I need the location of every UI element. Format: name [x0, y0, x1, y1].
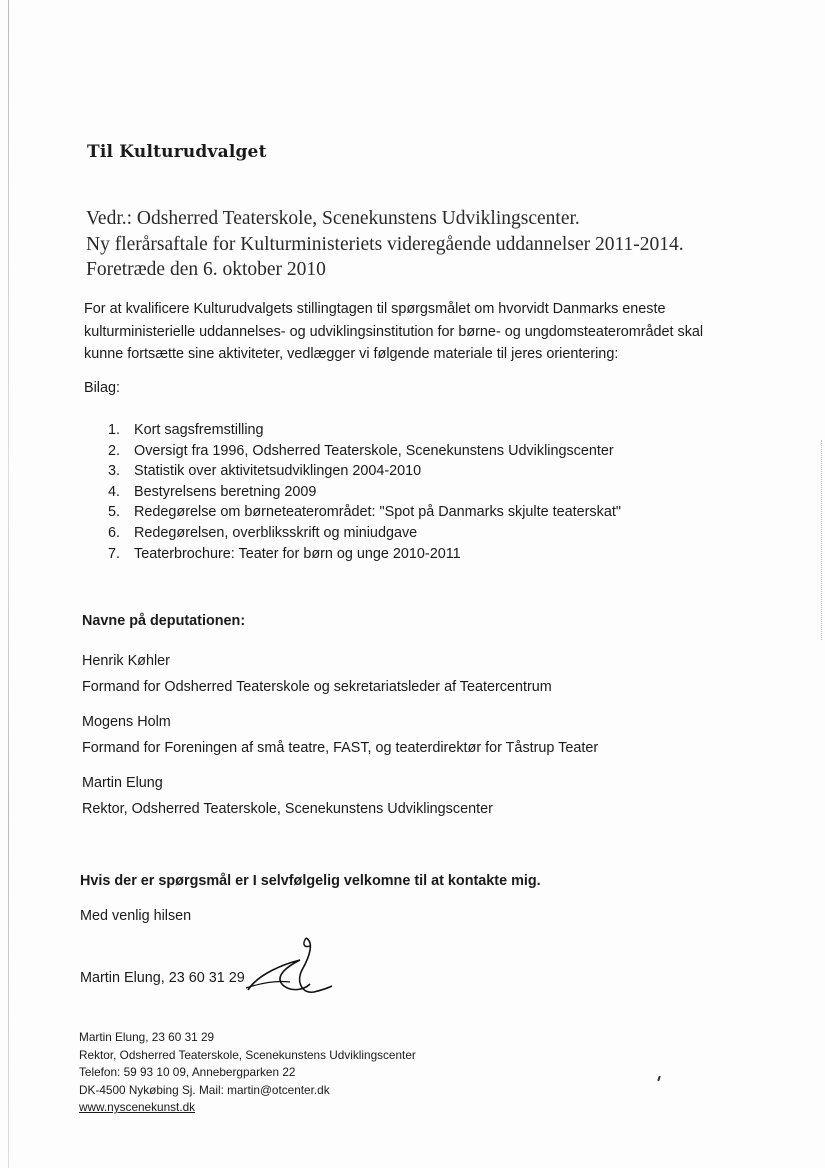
- member-name: Martin Elung: [82, 775, 163, 791]
- attachment-number: 3.: [108, 463, 121, 480]
- attachment-item: [108, 523, 621, 544]
- attachment-number: 7.: [108, 545, 121, 562]
- greeting: Med venlig hilsen: [80, 908, 192, 924]
- footer-city-mail: DK-4500 Nykøbing Sj. Mail: martin@otcenter.dk: [79, 1082, 330, 1097]
- attachment-number: 2.: [108, 442, 121, 459]
- attachment-item: [108, 482, 621, 503]
- attachment-text: Oversigt fra 1996, Odsherred Teaterskole, Scenekunstens Udviklingscenter: [134, 442, 614, 459]
- deputation-member: [82, 648, 552, 700]
- attachment-number: 5.: [108, 504, 121, 521]
- intro-paragraph: [84, 298, 774, 366]
- footer-phone-address: Telefon: 59 93 10 09, Annebergparken 22: [79, 1065, 296, 1079]
- footer-name-phone: Martin Elung, 23 60 31 29: [79, 1030, 215, 1044]
- attachment-number: 4.: [108, 483, 121, 500]
- member-role: Formand for Foreningen af små teatre, FAST, og teaterdirektør for Tåstrup Teater: [82, 740, 599, 756]
- attachment-text: Redegørelsen, overbliksskrift og miniudgave: [134, 524, 418, 541]
- subject-block: [86, 206, 684, 283]
- member-name: Henrik Køhler: [82, 653, 170, 669]
- intro-line: kunne fortsætte sine aktiviteter, vedlægger vi følgende materiale til jeres orientering:: [84, 346, 619, 362]
- attachment-item: [108, 461, 621, 482]
- footer-contact: [79, 1029, 416, 1117]
- member-name: Mogens Holm: [82, 714, 171, 730]
- scan-speck: [657, 1076, 661, 1081]
- scan-page-edge: [8, 0, 9, 1168]
- attachment-item: [108, 441, 621, 462]
- scan-artifact-line: [821, 440, 823, 640]
- member-role: Formand for Odsherred Teaterskole og sekretariatsleder af Teatercentrum: [82, 679, 552, 695]
- subject-line: Ny flerårsaftale for Kulturministeriets videregående uddannelser 2011-2014.: [86, 233, 684, 255]
- member-role: Rektor, Odsherred Teaterskole, Scenekunstens Udviklingscenter: [82, 801, 493, 817]
- intro-line: kulturministerielle uddannelses- og udviklingsinstitution for børne- og ungdomsteaterområdet skal: [84, 323, 704, 340]
- deputation-heading: Navne på deputationen:: [82, 613, 246, 629]
- attachment-text: Redegørelse om børneteaterområdet: "Spot på Danmarks skjulte teaterskat": [134, 504, 621, 521]
- attachments-label: Bilag:: [84, 380, 120, 396]
- attachment-number: 6.: [108, 524, 121, 541]
- subject-line: Vedr.: Odsherred Teaterskole, Scenekunstens Udviklingscenter.: [86, 208, 580, 229]
- intro-line: For at kvalificere Kulturudvalgets stillingtagen til spørgsmålet om hvorvidt Danmarks eneste: [84, 301, 666, 317]
- attachment-number: 1.: [108, 422, 121, 438]
- addressee-heading: Til Kulturudvalget: [87, 142, 267, 162]
- signature-name-phone: Martin Elung, 23 60 31 29: [80, 970, 245, 986]
- attachment-text: Teaterbrochure: Teater for børn og unge 2010-2011: [134, 545, 461, 562]
- attachment-text: Kort sagsfremstilling: [134, 422, 264, 438]
- attachments-list: [108, 420, 621, 564]
- footer-website-link[interactable]: www.nyscenekunst.dk: [79, 1100, 196, 1114]
- attachment-item: [108, 502, 621, 523]
- deputation-member: [82, 770, 493, 822]
- attachment-item: [108, 420, 621, 441]
- closing-statement: Hvis der er spørgsmål er I selvfølgelig velkomne til at kontakte mig.: [80, 873, 541, 889]
- attachment-text: Bestyrelsens beretning 2009: [134, 483, 317, 500]
- attachment-item: [108, 544, 621, 565]
- attachment-text: Statistik over aktivitetsudviklingen 2004-2010: [134, 463, 422, 480]
- handwritten-signature: [244, 934, 334, 996]
- subject-line: Foretræde den 6. oktober 2010: [86, 259, 326, 280]
- footer-title: Rektor, Odsherred Teaterskole, Scenekunstens Udviklingscenter: [79, 1047, 416, 1062]
- deputation-member: [82, 709, 598, 761]
